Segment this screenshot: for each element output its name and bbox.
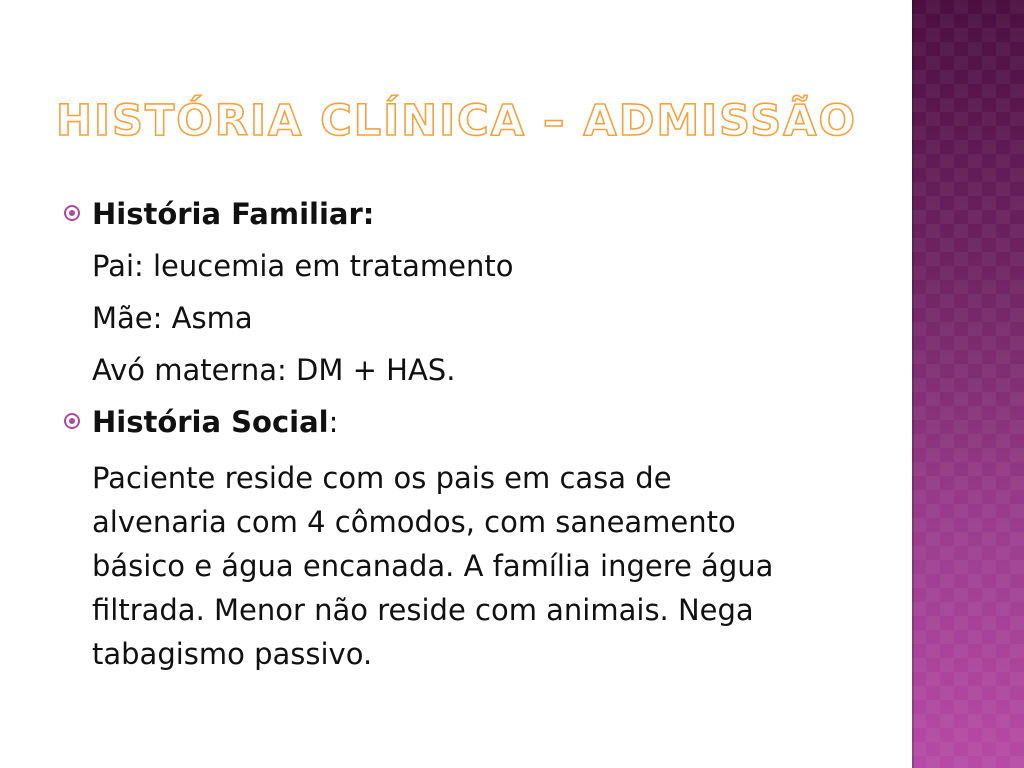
side-band-edge <box>912 0 914 768</box>
social-paragraph-line: básico e água encanada. A família ingere água <box>92 549 774 583</box>
heading-historia-social: História Social <box>92 405 329 439</box>
social-paragraph-line: filtrada. Menor não reside com animais. Nega <box>92 593 754 627</box>
familiar-line-mae: Mãe: Asma <box>92 301 253 335</box>
bullet-historia-social <box>62 396 882 448</box>
decorative-side-band <box>912 0 1024 768</box>
social-paragraph-line: tabagismo passivo. <box>92 637 373 671</box>
radio-bullet-icon <box>64 413 80 429</box>
familiar-line-avo: Avó materna: DM + HAS. <box>92 353 456 387</box>
social-paragraph-line: Paciente reside com os pais em casa de <box>92 461 672 495</box>
social-paragraph-line: alvenaria com 4 cômodos, com saneamento <box>92 505 736 539</box>
slide-content <box>62 188 882 676</box>
radio-bullet-icon <box>64 205 80 221</box>
bullet-historia-familiar <box>62 188 882 240</box>
slide-title: HISTÓRIA CLÍNICA – ADMISSÃO <box>56 96 858 146</box>
heading-historia-social-colon: : <box>328 405 339 439</box>
familiar-line-pai: Pai: leucemia em tratamento <box>92 249 514 283</box>
social-paragraph <box>62 456 882 676</box>
heading-historia-familiar: História Familiar: <box>92 197 375 231</box>
